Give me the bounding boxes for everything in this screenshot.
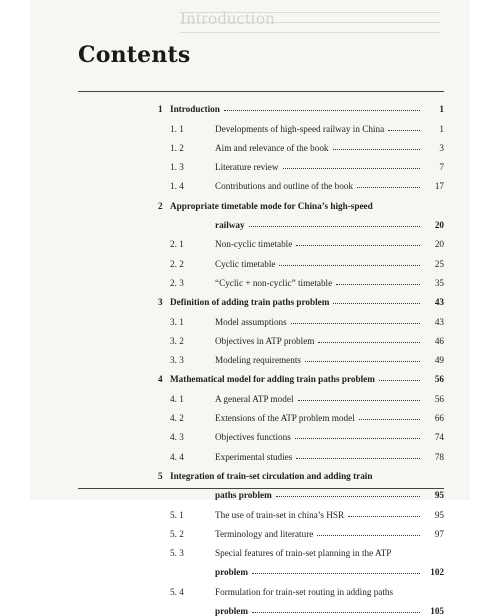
page-title: Contents: [78, 42, 191, 68]
toc-entry-title: Cyclic timetable: [215, 258, 276, 269]
toc-chapter-row[interactable]: [78, 211, 444, 230]
toc-entry-title: Aim and relevance of the book: [215, 142, 329, 153]
toc-section-row[interactable]: [78, 442, 444, 461]
toc-entry-number: 2. 3: [170, 277, 184, 288]
ghost-line: [180, 32, 440, 33]
ghost-line: [180, 22, 440, 23]
toc-page-number: 1: [439, 123, 444, 134]
toc-entry-number: 4: [158, 374, 163, 385]
table-of-contents: [78, 95, 444, 616]
toc-entry-number: 2: [158, 200, 163, 211]
toc-page-number: 17: [434, 181, 444, 192]
toc-page-number: 20: [434, 220, 444, 231]
dot-leader: [359, 419, 420, 420]
toc-page-number: 102: [430, 567, 444, 578]
toc-entry-title: Extensions of the ATP problem model: [215, 413, 355, 424]
toc-entry-number: 3. 2: [170, 335, 184, 346]
toc-entry-number: 2. 2: [170, 258, 184, 269]
toc-entry-title: problem: [215, 567, 249, 578]
toc-entry-number: 4. 1: [170, 393, 184, 404]
toc-entry-number: 1: [158, 104, 163, 115]
toc-page-number: 74: [434, 432, 444, 443]
ghost-line: [180, 12, 440, 13]
toc-chapter-row[interactable]: [78, 95, 444, 114]
dot-leader: [298, 400, 420, 401]
dot-leader: [295, 438, 420, 439]
toc-section-row[interactable]: [78, 134, 444, 153]
dot-leader: [317, 535, 420, 536]
toc-page-number: 78: [434, 451, 444, 462]
toc-entry-title: problem: [215, 606, 249, 616]
toc-entry-title: Terminology and literature: [215, 528, 314, 539]
toc-entry-title: Special features of train-set planning in the ATP: [215, 548, 392, 559]
dot-leader: [224, 110, 420, 111]
toc-section-row[interactable]: [78, 307, 444, 326]
dot-leader: [252, 612, 420, 613]
toc-page-number: 66: [434, 413, 444, 424]
toc-entry-title: Non-cyclic timetable: [215, 239, 293, 250]
toc-page-number: 1: [439, 104, 444, 115]
show-through-text: [180, 2, 440, 40]
toc-chapter-row[interactable]: [78, 191, 444, 210]
toc-entry-number: 5. 1: [170, 509, 184, 520]
toc-entry-title: Appropriate timetable mode for China’s high-speed: [170, 200, 373, 211]
toc-section-row[interactable]: [78, 114, 444, 133]
toc-section-row[interactable]: [78, 269, 444, 288]
toc-section-row[interactable]: [78, 249, 444, 268]
dot-leader: [357, 187, 420, 188]
toc-entry-number: 5. 3: [170, 548, 184, 559]
toc-section-row[interactable]: [78, 423, 444, 442]
dot-leader: [348, 516, 420, 517]
dot-leader: [296, 458, 420, 459]
toc-entry-number: 1. 2: [170, 142, 184, 153]
dot-leader: [305, 361, 420, 362]
toc-entry-title: Modeling requirements: [215, 355, 301, 366]
toc-entry-number: 2. 1: [170, 239, 184, 250]
toc-page-number: 56: [434, 374, 444, 385]
dot-leader: [296, 245, 420, 246]
toc-entry-number: 3: [158, 297, 163, 308]
ghost-word: Introduction: [180, 8, 275, 28]
toc-entry-title: Experimental studies: [215, 451, 293, 462]
toc-page-number: 20: [434, 239, 444, 250]
toc-entry-title: Integration of train-set circulation and adding train: [170, 470, 373, 481]
dot-leader: [336, 284, 420, 285]
toc-chapter-row[interactable]: [78, 365, 444, 384]
toc-entry-number: 3. 1: [170, 316, 184, 327]
dot-leader: [333, 149, 420, 150]
toc-entry-number: 4. 2: [170, 413, 184, 424]
toc-chapter-row[interactable]: [78, 481, 444, 500]
toc-entry-title: A general ATP model: [215, 393, 294, 404]
toc-section-row[interactable]: [78, 558, 444, 577]
toc-entry-title: Definition of adding train paths problem: [170, 297, 330, 308]
toc-section-row[interactable]: [78, 597, 444, 616]
toc-section-row[interactable]: [78, 230, 444, 249]
toc-entry-number: 5: [158, 470, 163, 481]
toc-section-row[interactable]: [78, 172, 444, 191]
toc-entry-number: 4. 3: [170, 432, 184, 443]
toc-entry-title: Model assumptions: [215, 316, 287, 327]
toc-section-row[interactable]: [78, 346, 444, 365]
toc-chapter-row[interactable]: [78, 462, 444, 481]
dot-leader: [276, 496, 420, 497]
toc-entry-title: paths problem: [215, 490, 272, 501]
dot-leader: [318, 342, 420, 343]
toc-entry-number: 5. 4: [170, 586, 184, 597]
dot-leader: [333, 303, 420, 304]
toc-entry-number: 1. 4: [170, 181, 184, 192]
toc-entry-title: railway: [215, 220, 245, 231]
toc-page-number: 35: [434, 277, 444, 288]
toc-entry-title: Contributions and outline of the book: [215, 181, 354, 192]
dot-leader: [291, 323, 420, 324]
toc-page-number: 97: [434, 528, 444, 539]
toc-section-row[interactable]: [78, 539, 444, 558]
toc-page-number: 43: [434, 316, 444, 327]
toc-entry-title: Objectives in ATP problem: [215, 335, 315, 346]
toc-entry-number: 1. 1: [170, 123, 184, 134]
dot-leader: [283, 168, 420, 169]
toc-entry-title: Objectives functions: [215, 432, 291, 443]
toc-chapter-row[interactable]: [78, 288, 444, 307]
toc-section-row[interactable]: [78, 153, 444, 172]
toc-page-number: 25: [434, 258, 444, 269]
toc-section-row[interactable]: [78, 404, 444, 423]
dot-leader: [279, 265, 420, 266]
toc-page-number: 43: [434, 297, 444, 308]
toc-entry-title: Literature review: [215, 162, 279, 173]
toc-entry-title: Developments of high-speed railway in China: [215, 123, 385, 134]
dot-leader: [252, 573, 420, 574]
toc-page-number: 95: [434, 490, 444, 501]
toc-entry-number: 3. 3: [170, 355, 184, 366]
toc-section-row[interactable]: [78, 577, 444, 596]
toc-entry-title: “Cyclic + non-cyclic” timetable: [215, 277, 333, 288]
toc-entry-title: The use of train-set in china’s HSR: [215, 509, 345, 520]
dot-leader: [379, 380, 420, 381]
toc-section-row[interactable]: [78, 500, 444, 519]
top-rule: [78, 91, 444, 92]
toc-page-number: 46: [434, 335, 444, 346]
toc-section-row[interactable]: [78, 384, 444, 403]
toc-section-row[interactable]: [78, 520, 444, 539]
toc-page-number: 3: [439, 142, 444, 153]
toc-page-number: 56: [434, 393, 444, 404]
bottom-rule: [78, 488, 444, 489]
toc-entry-title: Formulation for train-set routing in adding paths: [215, 586, 394, 597]
toc-page-number: 7: [439, 162, 444, 173]
book-page: [30, 0, 470, 616]
toc-entry-number: 4. 4: [170, 451, 184, 462]
toc-entry-title: Introduction: [170, 104, 220, 115]
toc-entry-title: Mathematical model for adding train paths problem: [170, 374, 375, 385]
toc-page-number: 105: [430, 606, 444, 616]
toc-page-number: 49: [434, 355, 444, 366]
dot-leader: [249, 226, 420, 227]
toc-page-number: 95: [434, 509, 444, 520]
toc-section-row[interactable]: [78, 327, 444, 346]
toc-entry-number: 5. 2: [170, 528, 184, 539]
dot-leader: [388, 130, 420, 131]
toc-entry-number: 1. 3: [170, 162, 184, 173]
